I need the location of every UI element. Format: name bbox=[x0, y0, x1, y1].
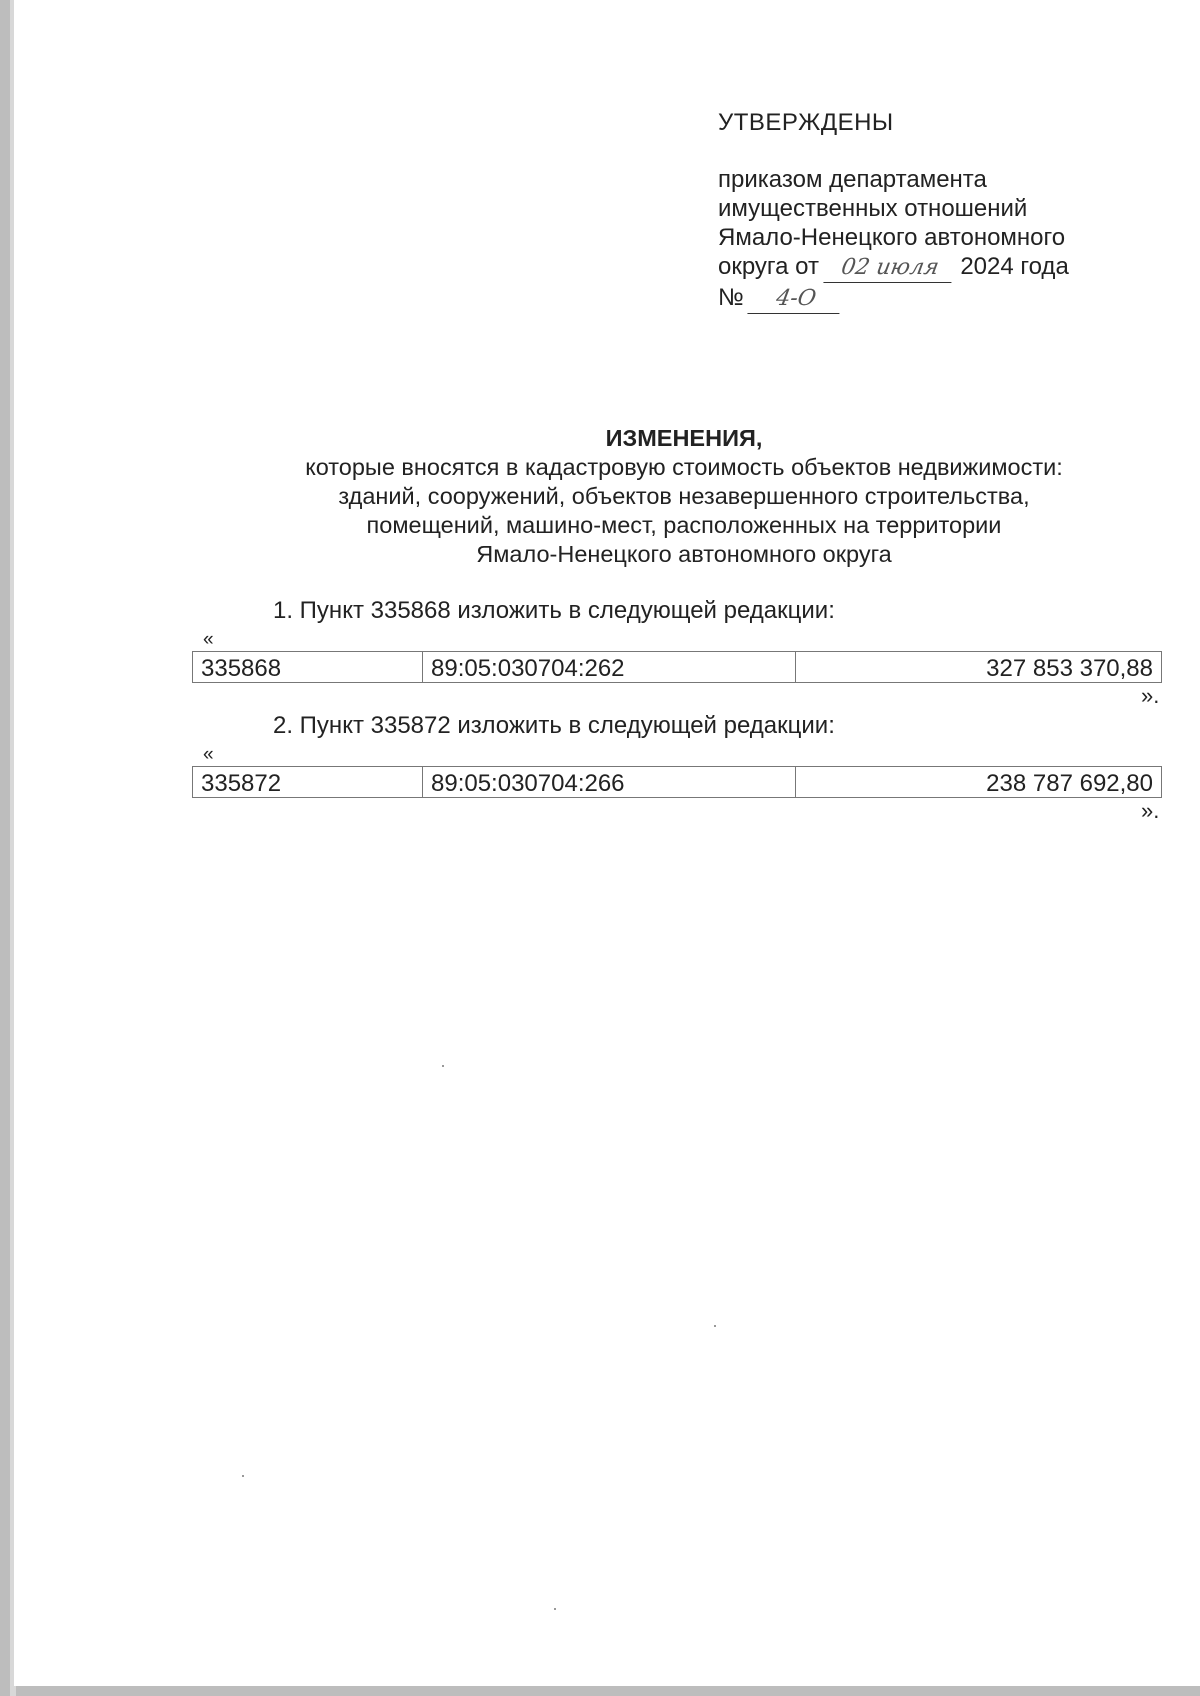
table-cell-cadastral-number: 89:05:030704:262 bbox=[423, 652, 796, 683]
table-row bbox=[193, 652, 1162, 683]
scan-speck bbox=[442, 1065, 444, 1067]
approval-number-line bbox=[718, 283, 1138, 314]
heading-line: зданий, сооружений, объектов незавершенного строительства, bbox=[338, 483, 1030, 509]
number-prefix: № bbox=[718, 284, 744, 311]
date-suffix: 2024 года bbox=[960, 253, 1069, 280]
approval-line: имущественных отношений bbox=[718, 195, 1028, 222]
item-2-quote-open: « bbox=[203, 744, 214, 765]
handwritten-number: 4-О bbox=[748, 284, 845, 314]
handwritten-date: 02 июля bbox=[823, 253, 956, 283]
table-cell-item-number: 335868 bbox=[193, 652, 423, 683]
scan-speck bbox=[714, 1325, 716, 1327]
table-row bbox=[193, 767, 1162, 798]
heading-line: помещений, машино-мест, расположенных на территории bbox=[366, 512, 1002, 538]
approval-line: приказом департамента bbox=[718, 166, 987, 193]
heading-line: которые вносятся в кадастровую стоимость объектов недвижимости: bbox=[305, 454, 1063, 480]
table-cell-cadastral-number: 89:05:030704:266 bbox=[423, 767, 796, 798]
item-2-table bbox=[192, 766, 1162, 798]
item-1-quote-open: « bbox=[203, 629, 214, 650]
item-2-quote-close: ». bbox=[1141, 798, 1160, 823]
document-page bbox=[14, 0, 1200, 1686]
table-cell-item-number: 335872 bbox=[193, 767, 423, 798]
table-cell-cadastral-value: 238 787 692,80 bbox=[796, 767, 1162, 798]
date-prefix: округа от bbox=[718, 253, 819, 280]
approval-block bbox=[718, 108, 1138, 314]
approval-title: УТВЕРЖДЕНЫ bbox=[718, 109, 894, 136]
table-cell-cadastral-value: 327 853 370,88 bbox=[796, 652, 1162, 683]
document-heading bbox=[244, 424, 1124, 569]
item-1-quote-close: ». bbox=[1141, 683, 1160, 708]
item-1-table bbox=[192, 651, 1162, 683]
approval-line: Ямало-Ненецкого автономного bbox=[718, 224, 1066, 251]
scan-speck bbox=[554, 1608, 556, 1610]
heading-title: ИЗМЕНЕНИЯ, bbox=[605, 425, 763, 451]
heading-line: Ямало-Ненецкого автономного округа bbox=[476, 541, 892, 567]
approval-date-line bbox=[718, 252, 1138, 283]
scan-speck bbox=[242, 1475, 244, 1477]
item-2-text: 2. Пункт 335872 изложить в следующей редакции: bbox=[273, 712, 835, 739]
item-1-text: 1. Пункт 335868 изложить в следующей редакции: bbox=[273, 597, 835, 624]
